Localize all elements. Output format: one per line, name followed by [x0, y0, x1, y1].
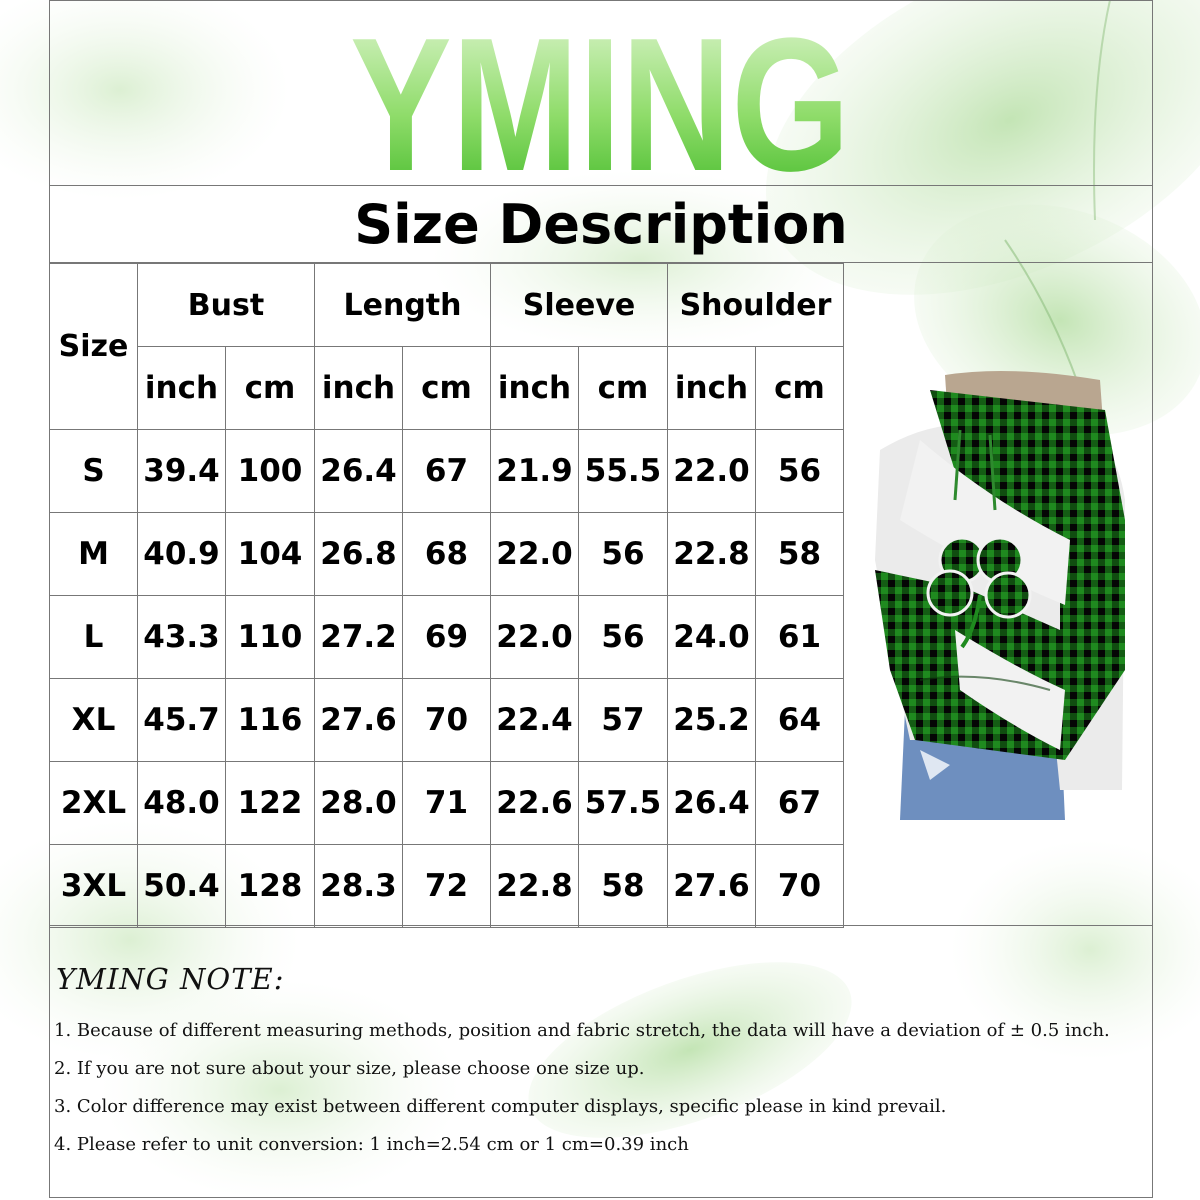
unit-header: cm	[226, 347, 315, 430]
table-cell: 26.8	[315, 513, 403, 596]
table-cell: 45.7	[138, 679, 226, 762]
table-cell: 27.6	[668, 845, 756, 928]
product-photo	[860, 370, 1130, 820]
table-cell: 57.5	[579, 762, 668, 845]
brand-logo	[340, 0, 860, 211]
table-cell: 22.0	[491, 596, 579, 679]
table-cell: 24.0	[668, 596, 756, 679]
unit-header: inch	[315, 347, 403, 430]
notes-title: YMING NOTE:	[56, 962, 285, 996]
table-cell: 26.4	[668, 762, 756, 845]
header-sleeve: Sleeve	[491, 264, 668, 347]
size-label: 2XL	[50, 762, 138, 845]
table-cell: 43.3	[138, 596, 226, 679]
table-cell: 67	[756, 762, 844, 845]
svg-text:YMING: YMING	[350, 0, 850, 211]
table-cell: 104	[226, 513, 315, 596]
table-row	[50, 679, 844, 762]
table-cell: 64	[756, 679, 844, 762]
table-cell: 55.5	[579, 430, 668, 513]
table-cell: 69	[403, 596, 491, 679]
size-column-header: Size	[50, 264, 138, 430]
table-cell: 72	[403, 845, 491, 928]
header-length: Length	[315, 264, 491, 347]
table-cell: 22.8	[668, 513, 756, 596]
note-item: 2. If you are not sure about your size, please choose one size up.	[54, 1058, 645, 1079]
table-cell: 67	[403, 430, 491, 513]
table-cell: 26.4	[315, 430, 403, 513]
unit-header: inch	[491, 347, 579, 430]
table-row	[50, 845, 844, 928]
table-cell: 128	[226, 845, 315, 928]
table-cell: 58	[756, 513, 844, 596]
table-cell: 56	[756, 430, 844, 513]
table-cell: 22.6	[491, 762, 579, 845]
size-table	[49, 263, 844, 928]
size-label: XL	[50, 679, 138, 762]
table-cell: 116	[226, 679, 315, 762]
size-label: M	[50, 513, 138, 596]
note-item: 3. Color difference may exist between different computer displays, specific please in kind prevail.	[54, 1096, 947, 1117]
table-row	[50, 762, 844, 845]
table-cell: 22.0	[491, 513, 579, 596]
unit-header: cm	[579, 347, 668, 430]
table-row	[50, 430, 844, 513]
table-cell: 57	[579, 679, 668, 762]
table-cell: 27.2	[315, 596, 403, 679]
table-cell: 61	[756, 596, 844, 679]
table-cell: 68	[403, 513, 491, 596]
table-cell: 70	[756, 845, 844, 928]
table-cell: 39.4	[138, 430, 226, 513]
size-label: 3XL	[50, 845, 138, 928]
unit-header: cm	[403, 347, 491, 430]
table-cell: 71	[403, 762, 491, 845]
table-cell: 40.9	[138, 513, 226, 596]
unit-header: inch	[138, 347, 226, 430]
table-cell: 25.2	[668, 679, 756, 762]
table-cell: 28.3	[315, 845, 403, 928]
table-cell: 22.0	[668, 430, 756, 513]
table-cell: 48.0	[138, 762, 226, 845]
table-cell: 28.0	[315, 762, 403, 845]
table-cell: 21.9	[491, 430, 579, 513]
table-cell: 58	[579, 845, 668, 928]
table-cell: 70	[403, 679, 491, 762]
table-cell: 110	[226, 596, 315, 679]
size-label: L	[50, 596, 138, 679]
header-shoulder: Shoulder	[668, 264, 844, 347]
note-item: 1. Because of different measuring methods, position and fabric stretch, the data will have a deviation of ± 0.5 inch.	[54, 1020, 1110, 1041]
note-item: 4. Please refer to unit conversion: 1 inch=2.54 cm or 1 cm=0.39 inch	[54, 1134, 689, 1155]
table-row	[50, 513, 844, 596]
header-bust: Bust	[138, 264, 315, 347]
table-row	[50, 596, 844, 679]
size-label: S	[50, 430, 138, 513]
table-cell: 122	[226, 762, 315, 845]
table-cell: 56	[579, 596, 668, 679]
table-cell: 22.8	[491, 845, 579, 928]
table-cell: 100	[226, 430, 315, 513]
table-cell: 56	[579, 513, 668, 596]
table-cell: 50.4	[138, 845, 226, 928]
table-cell: 27.6	[315, 679, 403, 762]
page-title: Size Description	[354, 192, 848, 256]
unit-header: inch	[668, 347, 756, 430]
unit-header: cm	[756, 347, 844, 430]
table-cell: 22.4	[491, 679, 579, 762]
